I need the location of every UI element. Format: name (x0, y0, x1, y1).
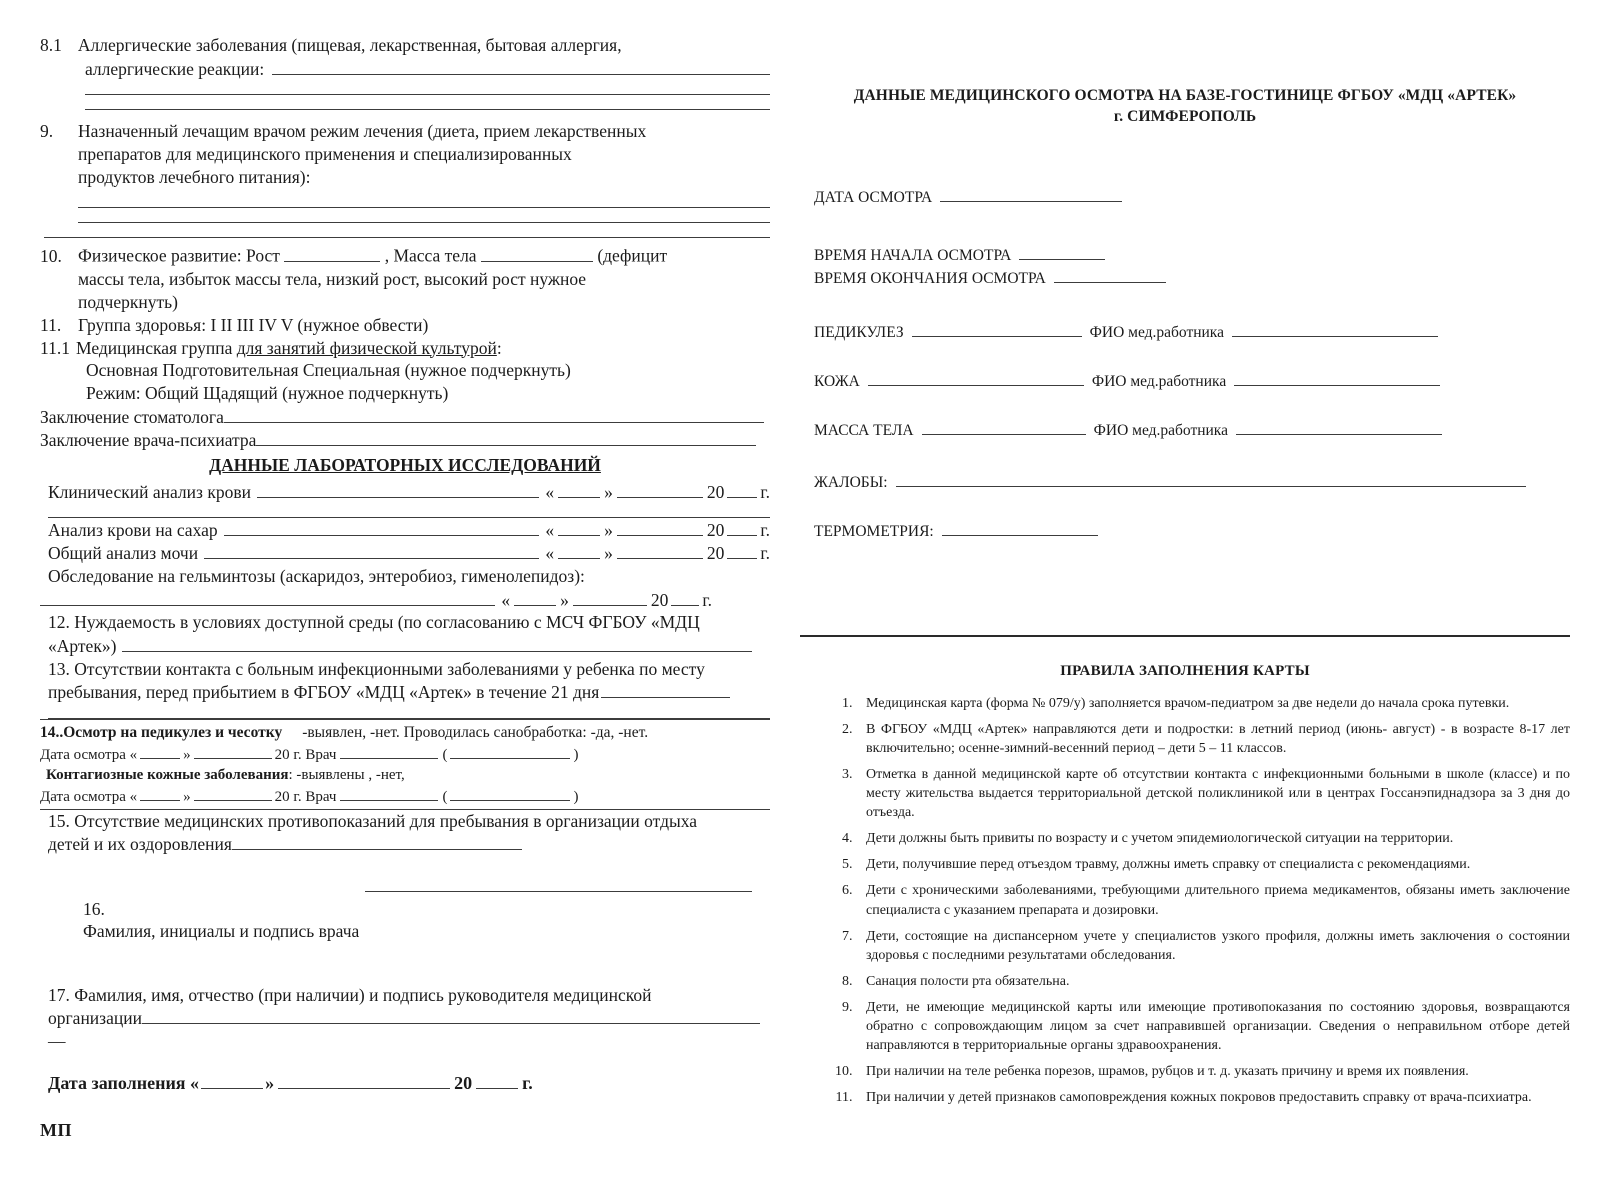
fill-month-input[interactable] (278, 1071, 450, 1089)
row-complaints (814, 470, 1570, 493)
year-input[interactable] (727, 542, 757, 560)
complaints-label: ЖАЛОБЫ: (814, 473, 888, 491)
year-input[interactable] (727, 480, 757, 498)
doctor-input[interactable] (340, 785, 438, 800)
item-11-1-line2[interactable]: Основная Подготовительная Специальная (нужное подчеркнуть) (86, 360, 571, 381)
helminth-row (40, 588, 770, 611)
field-psihiatr (40, 429, 770, 452)
stomatolog-input[interactable] (224, 405, 764, 423)
year-input[interactable] (671, 588, 699, 606)
item-14-date2-mid: » (183, 788, 191, 805)
stamp-placeholder: МП (40, 1120, 72, 1141)
exam-date-label: ДАТА ОСМОТРА (814, 189, 933, 207)
field-exam-end (814, 267, 1570, 290)
list-item: 1. Медицинская карта (форма № 079/у) заполняется врачом-педиатром за две недели до начала срока путевки. (856, 694, 1570, 713)
item-13-line1: Отсутствии контакта с больным инфекционными заболеваниями у ребенка по месту (74, 658, 705, 679)
list-item: 3. Отметка в данной медицинской карте об отсутствии контакта с инфекционными больными в школе (классе) и по месту жительства выдается территориальной детской поликлиникой или в центрах Госсанэпиднадзора за 3 дня до отъезда. (856, 765, 1570, 822)
item-9-line1: Назначенный лечащим врачом режим лечения (диета, прием лекарственных (78, 121, 647, 142)
item-17-number: 17. (48, 984, 70, 1005)
month-input[interactable] (617, 542, 703, 560)
psihiatr-label: Заключение врача-психиатра (40, 430, 257, 451)
lab-value-input[interactable] (204, 542, 539, 560)
lab-section-title: ДАННЫЕ ЛАБОРАТОРНЫХ ИССЛЕДОВАНИЙ (209, 455, 601, 476)
item-15-line2: детей и их оздоровления (48, 834, 232, 855)
rules-title: ПРАВИЛА ЗАПОЛНЕНИЯ КАРТЫ (1060, 663, 1310, 680)
bodymass-input[interactable] (922, 419, 1086, 436)
item-12-input[interactable] (122, 634, 752, 652)
item-13-input[interactable] (601, 681, 730, 699)
list-item: 10. При наличии на теле ребенка порезов, шрамов, рубцов и т. д. указать причину и время их появления. (856, 1062, 1570, 1081)
item-11-1-number: 11.1 (40, 337, 70, 358)
left-column (40, 34, 770, 1141)
fio-label: ФИО мед.работника (1089, 323, 1224, 341)
lab-label: Клинический анализ крови (48, 481, 251, 502)
item-10-mid: , Масса тела (384, 245, 477, 266)
field-stomatolog (40, 405, 770, 428)
day-input[interactable] (140, 785, 180, 800)
year-input[interactable] (727, 518, 757, 536)
blank-line[interactable] (85, 80, 770, 95)
item-13-number: 13. (48, 658, 70, 679)
lab-label: Анализ крови на сахар (48, 520, 218, 541)
item-17-line3: — (48, 1031, 66, 1052)
item-11-1-post: : (496, 337, 502, 358)
item-15-number: 15. (48, 810, 70, 831)
date-mid: » (560, 589, 569, 610)
rules-list (800, 694, 1570, 1107)
item-14-number: 14.. (40, 724, 64, 742)
day-input[interactable] (558, 480, 600, 498)
item-17-line1: Фамилия, имя, отчество (при наличии) и подпись руководителя медицинской (74, 984, 652, 1005)
item-14-contag-options[interactable]: : -выявлены , -нет, (288, 767, 405, 784)
item-9-line2: препаратов для медицинского применения и специализированных (78, 144, 572, 165)
year-tail: г. (760, 520, 770, 541)
item-9-number: 9. (40, 121, 54, 142)
item-14-date2-year: 20 г. Врач (274, 788, 337, 805)
item-10-line3: подчеркнуть) (78, 291, 178, 312)
date-open: « (545, 543, 555, 564)
weight-input[interactable] (481, 244, 593, 262)
day-input[interactable] (558, 542, 600, 560)
list-item: 7. Дети, состоящие на диспансерном учете у специалистов узкого профиля, должны иметь заключения о состоянии здоровья с последними результатами обследования. (856, 927, 1570, 965)
month-input[interactable] (617, 518, 703, 536)
item-8-1-number: 8.1 (40, 35, 62, 55)
thermometry-label: ТЕРМОМЕТРИЯ: (814, 523, 934, 541)
item-14-options[interactable]: -выявлен, -нет. Проводилась санобработка: -да, -нет. (302, 724, 649, 742)
item-12-number: 12. (48, 612, 70, 633)
helminth-input[interactable] (40, 588, 495, 606)
item-14-date2-pre: Дата осмотра « (40, 788, 138, 805)
exam-start-input[interactable] (1019, 243, 1105, 260)
item-8-1-text2: аллергические реакции: (85, 58, 265, 79)
item-9-line3: продуктов лечебного питания): (78, 167, 311, 188)
skin-fio-input[interactable] (1234, 370, 1440, 387)
helminth-label: Обследование на гельминтозы (аскаридоз, энтеробиоз, гименолепидоз): (48, 566, 585, 587)
list-item: 4. Дети должны быть привиты по возрасту и с учетом эпидемиологической ситуации на территории. (856, 829, 1570, 848)
pediculosis-label: ПЕДИКУЛЕЗ (814, 323, 904, 341)
item-14-date-mid: » (183, 747, 191, 764)
thermometry-input[interactable] (942, 520, 1098, 537)
fill-date-label: Дата заполнения « (48, 1073, 200, 1094)
year-tail: г. (760, 481, 770, 502)
pediculosis-input[interactable] (912, 320, 1082, 337)
fill-date-row (40, 1071, 770, 1094)
lab-label: Общий анализ мочи (48, 543, 199, 564)
blank-line[interactable] (272, 57, 770, 75)
signature-input[interactable] (450, 785, 570, 800)
lab-value-input[interactable] (257, 480, 539, 498)
height-input[interactable] (284, 244, 380, 262)
field-11 (40, 314, 770, 337)
list-item: 8. Санация полости рта обязательна. (856, 972, 1570, 991)
lab-row-blood-clinical (40, 480, 770, 503)
lab-row-urine (40, 542, 770, 565)
item-8-1-text: Аллергические заболевания (пищевая, лекарственная, бытовая аллергия, (77, 35, 622, 55)
item-14-date-pre: Дата осмотра « (40, 747, 138, 764)
year-prefix: 20 (706, 520, 725, 541)
fill-date-mid: » (265, 1073, 275, 1094)
item-16-text: Фамилия, инициалы и подпись врача (83, 921, 360, 942)
item-11-number: 11. (40, 314, 62, 335)
right-title-line2: г. СИМФЕРОПОЛЬ (1113, 107, 1257, 125)
item-10-pre: Физическое развитие: Рост (78, 245, 280, 266)
item-17-line2: организации (48, 1008, 142, 1029)
item-10-post: (дефицит (597, 245, 668, 266)
skin-input[interactable] (868, 370, 1084, 387)
year-tail: г. (760, 543, 770, 564)
fill-year-input[interactable] (476, 1071, 518, 1089)
item-10-line2: массы тела, избыток массы тела, низкий рост, высокий рост нужное (78, 268, 587, 289)
month-input[interactable] (194, 785, 272, 800)
item-14-title: Осмотр на педикулез и чесотку (63, 724, 283, 742)
date-open: « (501, 589, 511, 610)
item-12-line2: «Артек») (48, 636, 117, 657)
field-10 (40, 244, 770, 313)
lab-row-blood-sugar (40, 518, 770, 541)
field-11-1 (40, 337, 770, 406)
day-input[interactable] (514, 588, 556, 606)
stomatolog-label: Заключение стоматолога (40, 406, 224, 427)
year-tail: г. (702, 589, 712, 610)
fill-date-year: 20 (454, 1073, 473, 1094)
item-11-1-pre: Медицинская группа (75, 337, 237, 358)
item-15-input[interactable] (232, 833, 522, 851)
section-divider (800, 635, 1570, 637)
exam-end-input[interactable] (1054, 267, 1166, 284)
date-open: « (545, 520, 555, 541)
exam-start-label: ВРЕМЯ НАЧАЛА ОСМОТРА (814, 246, 1012, 264)
row-pediculosis (814, 320, 1570, 343)
list-item: 2. В ФГБОУ «МДЦ «Артек» направляются дети и подростки: в летний период (июнь- август) - в возрасте 8-17 лет включительно; осенне-зимний-весенний период – дети 5 – 11 классов. (856, 720, 1570, 758)
bodymass-fio-input[interactable] (1236, 419, 1442, 436)
blank-line[interactable] (85, 95, 770, 110)
blank-line[interactable] (78, 208, 770, 223)
date-open: « (545, 481, 555, 502)
row-bodymass (814, 419, 1570, 442)
year-prefix: 20 (650, 589, 669, 610)
row-thermometry (814, 520, 1570, 543)
row-skin (814, 370, 1570, 393)
item-13-line2: пребывания, перед прибытием в ФГБОУ «МДЦ «Артек» в течение 21 дня (48, 682, 600, 703)
field-13 (40, 658, 770, 719)
month-input[interactable] (573, 588, 647, 606)
field-exam-start (814, 243, 1570, 266)
complaints-input[interactable] (896, 470, 1526, 487)
pediculosis-fio-input[interactable] (1232, 320, 1438, 337)
right-title-line1: ДАННЫЕ МЕДИЦИНСКОГО ОСМОТРА НА БАЗЕ-ГОСТИНИЦЕ ФГБОУ «МДЦ «АРТЕК» (853, 87, 1517, 104)
item-17-input[interactable] (142, 1007, 760, 1025)
item-14-contag-label: Контагиозные кожные заболевания (46, 767, 289, 784)
blank-line[interactable] (48, 503, 770, 518)
skin-label: КОЖА (814, 373, 860, 391)
field-17 (40, 984, 770, 1053)
item-16-input[interactable] (365, 874, 752, 892)
psihiatr-input[interactable] (256, 429, 756, 447)
field-16 (40, 874, 770, 966)
day-input[interactable] (558, 518, 600, 536)
field-15 (40, 810, 770, 856)
fio-label: ФИО мед.работника (1091, 373, 1227, 391)
date-mid: » (604, 520, 613, 541)
bodymass-label: МАССА ТЕЛА (814, 422, 914, 440)
field-9 (40, 120, 770, 238)
blank-line[interactable] (78, 193, 770, 208)
right-column (800, 86, 1570, 1114)
fill-day-input[interactable] (201, 1071, 263, 1089)
month-input[interactable] (617, 480, 703, 498)
field-exam-date (814, 186, 1570, 209)
exam-date-input[interactable] (940, 186, 1122, 203)
field-14: 14.. Осмотр на педикулез и чесотку -выявлен, -нет. Проводилась санобработка: -да, -нет. Дата осмотра « » 20 г. Врач ( ) Контагиозные кожные заболевания : -выявлены , -нет, Дата осмотра « » 20 г. Врач ( ) (40, 719, 770, 810)
month-input[interactable] (194, 744, 272, 759)
list-item: 9. Дети, не имеющие медицинской карты или имеющие противопоказания по состоянию здоровья, возвращаются обратно с сопровождающим лицом за счет направившей организации. Сведения о неправильном отборе детей направляются в территориальные органы здравоохранения. (856, 998, 1570, 1055)
exam-end-label: ВРЕМЯ ОКОНЧАНИЯ ОСМОТРА (814, 270, 1046, 288)
item-14-date-year: 20 г. Врач (274, 747, 337, 764)
item-10-number: 10. (40, 245, 62, 266)
blank-line[interactable] (44, 223, 770, 238)
day-input[interactable] (140, 744, 180, 759)
signature-input[interactable] (450, 744, 570, 759)
fill-date-tail: г. (522, 1073, 533, 1094)
item-12-line1: Нуждаемость в условиях доступной среды (по согласованию с МСЧ ФГБОУ «МДЦ (74, 612, 700, 633)
item-15-line1: Отсутствие медицинских противопоказаний для пребывания в организации отдыха (74, 810, 698, 831)
lab-value-input[interactable] (224, 518, 540, 536)
year-prefix: 20 (706, 543, 725, 564)
date-mid: » (604, 481, 613, 502)
list-item: 5. Дети, получившие перед отъездом травму, должны иметь справку от специалиста с рекомендациями. (856, 855, 1570, 874)
field-8-1 (40, 34, 770, 110)
year-prefix: 20 (706, 481, 725, 502)
fio-label: ФИО мед.работника (1093, 422, 1228, 440)
item-11-1-line3[interactable]: Режим: Общий Щадящий (нужное подчеркнуть) (86, 383, 449, 404)
date-mid: » (604, 543, 613, 564)
list-item: 6. Дети с хроническими заболеваниями, требующими длительного приема медикаментов, обязаны иметь заключение специалиста с указанием препарата и дозировки. (856, 881, 1570, 919)
blank-line[interactable] (48, 704, 770, 719)
item-16-number: 16. (83, 898, 105, 919)
item-11-1-underlined: для занятий физической культурой (236, 337, 497, 358)
field-12 (40, 611, 770, 657)
list-item: 11. При наличии у детей признаков самоповреждения кожных покровов предоставить справку от врача-психиатра. (856, 1088, 1570, 1107)
doctor-input[interactable] (340, 744, 438, 759)
item-11-text[interactable]: Группа здоровья: I II III IV V (нужное обвести) (78, 314, 429, 335)
